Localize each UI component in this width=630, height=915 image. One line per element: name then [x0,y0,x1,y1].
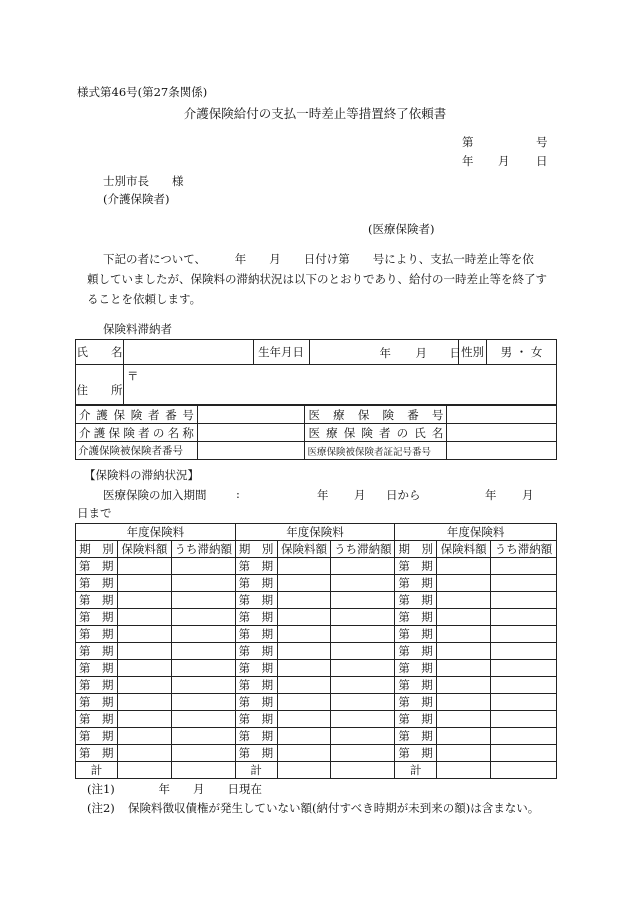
table-row [76,694,557,711]
amount-cell[interactable] [437,711,491,728]
amount-cell[interactable] [117,677,171,694]
total-amount-cell[interactable] [437,762,491,779]
period-row-label: 第 期 [235,660,277,677]
amount-cell[interactable] [117,745,171,762]
total-label: 計 [76,762,118,779]
period-row-label: 第 期 [76,575,118,592]
period-row-label: 第 期 [395,745,437,762]
overdue-cell[interactable] [491,643,557,660]
period-month2: 月 [522,488,534,502]
premium-table [75,523,557,779]
period-row-label: 第 期 [235,677,277,694]
overdue-cell[interactable] [331,626,395,643]
overdue-cell[interactable] [171,711,235,728]
overdue-cell[interactable] [171,694,235,711]
body-line-1: 下記の者について、 年 月 日付け第 号により、支払一時差止等を依 [103,252,534,266]
table-row [76,728,557,745]
period-row-label: 第 期 [76,592,118,609]
period-row-label: 第 期 [395,694,437,711]
table-row [76,677,557,694]
addressee-role: (介護保険者) [103,192,170,206]
overdue-cell[interactable] [491,558,557,575]
period-row-label: 第 期 [395,660,437,677]
overdue-cell[interactable] [331,745,395,762]
doc-number-suffix: 号 [536,135,548,149]
table-row [76,575,557,592]
amount-cell[interactable] [437,745,491,762]
amount-cell[interactable] [437,558,491,575]
amount-cell[interactable] [437,609,491,626]
period-row-label: 第 期 [395,626,437,643]
premium-group-header-2: 年度保険料 [235,524,395,541]
amount-cell[interactable] [117,694,171,711]
amount-cell[interactable] [117,711,171,728]
table-row [76,643,557,660]
amount-cell[interactable] [277,745,331,762]
table-row [76,660,557,677]
birth-day-label: 日 [449,346,462,360]
overdue-cell[interactable] [171,592,235,609]
amount-cell[interactable] [277,660,331,677]
form-number: 様式第46号(第27条関係) [77,85,208,99]
overdue-cell[interactable] [331,575,395,592]
overdue-cell[interactable] [491,711,557,728]
amount-cell[interactable] [277,609,331,626]
period-colon: : [236,487,240,501]
person-table [75,339,557,405]
amount-cell[interactable] [277,677,331,694]
period-row-label: 第 期 [235,694,277,711]
period-label: 医療保険の加入期間 [103,488,207,502]
addressee-name: 士別市長 様 [103,174,184,188]
overdue-cell[interactable] [171,575,235,592]
note-2-text: 保険料徴収債権が発生していない額(納付すべき時期が未到来の額)は含まない。 [128,801,540,815]
medical-insured-card-cell[interactable] [447,442,557,460]
sex-label: 性別 [459,340,487,365]
date-month-label: 月 [498,154,510,168]
period-row-label: 第 期 [76,711,118,728]
amount-cell[interactable] [437,643,491,660]
care-insured-number-cell[interactable] [197,442,305,460]
period-row-label: 第 期 [76,660,118,677]
premium-group-header-3: 年度保険料 [395,524,557,541]
total-row [76,762,557,779]
total-overdue-cell[interactable] [491,762,557,779]
period-row-label: 第 期 [235,728,277,745]
total-overdue-cell[interactable] [171,762,235,779]
overdue-cell[interactable] [171,626,235,643]
amount-cell[interactable] [277,728,331,745]
amount-cell[interactable] [437,626,491,643]
postal-mark: 〒 [126,369,139,383]
amount-cell[interactable] [117,643,171,660]
amount-cell[interactable] [277,711,331,728]
amount-cell[interactable] [117,558,171,575]
total-amount-cell[interactable] [277,762,331,779]
total-amount-cell[interactable] [117,762,171,779]
name-value-cell[interactable] [123,340,253,365]
overdue-cell[interactable] [331,677,395,694]
col-period-2: 期 別 [235,541,277,558]
period-row-label: 第 期 [76,643,118,660]
medical-insured-card-label: 医療保険被保険者証記号番号 [305,442,447,460]
birth-value-cell[interactable] [309,340,462,365]
period-row-label: 第 期 [235,592,277,609]
body-line-3: ることを依頼します。 [87,292,202,306]
period-row-label: 第 期 [395,592,437,609]
overdue-cell[interactable] [171,745,235,762]
amount-cell[interactable] [117,660,171,677]
period-row-label: 第 期 [235,745,277,762]
care-insured-number-label: 介護保険被保険者番号 [76,442,198,460]
amount-cell[interactable] [277,643,331,660]
amount-cell[interactable] [277,694,331,711]
col-period-1: 期 別 [76,541,118,558]
overdue-cell[interactable] [331,660,395,677]
amount-cell[interactable] [277,592,331,609]
period-row-label: 第 期 [235,558,277,575]
birth-label: 生年月日 [253,340,309,365]
col-amount-3: 保険料額 [437,541,491,558]
amount-cell[interactable] [437,728,491,745]
col-amount-2: 保険料額 [277,541,331,558]
table-row [76,558,557,575]
col-period-3: 期 別 [395,541,437,558]
amount-cell[interactable] [437,694,491,711]
overdue-cell[interactable] [491,592,557,609]
sex-options[interactable]: 男 ・ 女 [487,340,557,365]
overdue-cell[interactable] [491,626,557,643]
total-label: 計 [395,762,437,779]
birth-month-label: 月 [415,346,428,360]
overdue-cell[interactable] [171,677,235,694]
care-insurer-number-cell[interactable] [197,406,305,424]
overdue-cell[interactable] [171,643,235,660]
period-row-label: 第 期 [395,677,437,694]
overdue-cell[interactable] [331,609,395,626]
period-row-label: 第 期 [235,609,277,626]
period-until: 日まで [77,506,112,520]
period-month1: 月 [354,488,366,502]
col-overdue-1: うち滞納額 [171,541,235,558]
period-row-label: 第 期 [235,626,277,643]
overdue-cell[interactable] [331,643,395,660]
overdue-cell[interactable] [491,694,557,711]
overdue-cell[interactable] [171,728,235,745]
address-label: 住 所 [76,365,124,405]
amount-cell[interactable] [437,575,491,592]
date-year-label: 年 [462,154,474,168]
table-row [76,711,557,728]
overdue-cell[interactable] [171,609,235,626]
col-amount-1: 保険料額 [117,541,171,558]
total-overdue-cell[interactable] [331,762,395,779]
overdue-cell[interactable] [171,558,235,575]
note-1-text: 年 月 日現在 [124,782,262,796]
period-year2: 年 [485,488,497,502]
overdue-cell[interactable] [331,728,395,745]
period-row-label: 第 期 [395,728,437,745]
period-row-label: 第 期 [235,643,277,660]
amount-cell[interactable] [277,626,331,643]
note-1-label: (注1) [87,782,115,796]
address-value-cell[interactable] [123,365,556,405]
payer-section-title: 保険料滞納者 [103,322,172,336]
col-overdue-3: うち滞納額 [491,541,557,558]
overdue-cell[interactable] [491,660,557,677]
period-row-label: 第 期 [395,575,437,592]
amount-cell[interactable] [437,592,491,609]
table-row [76,626,557,643]
insurer-table [75,405,557,460]
birth-year-label: 年 [379,346,392,360]
note-2-label: (注2) [87,801,115,815]
amount-cell[interactable] [277,558,331,575]
overdue-cell[interactable] [331,711,395,728]
period-row-label: 第 期 [76,677,118,694]
period-row-label: 第 期 [76,609,118,626]
period-row-label: 第 期 [76,745,118,762]
period-row-label: 第 期 [395,711,437,728]
period-row-label: 第 期 [395,558,437,575]
amount-cell[interactable] [277,575,331,592]
premium-group-header-1: 年度保険料 [76,524,236,541]
medical-insurer-name-cell[interactable] [447,424,557,442]
overdue-cell[interactable] [491,609,557,626]
name-label: 氏 名 [76,340,124,365]
period-row-label: 第 期 [76,626,118,643]
period-row-label: 第 期 [235,711,277,728]
overdue-cell[interactable] [331,694,395,711]
overdue-cell[interactable] [171,660,235,677]
overdue-cell[interactable] [331,558,395,575]
doc-number-prefix: 第 [462,135,474,149]
medical-insurer-number-label: 医療保険番号 [305,406,447,424]
period-from: 日から [386,488,421,502]
document-title: 介護保険給付の支払一時差止等措置終了依頼書 [183,106,447,121]
total-label: 計 [235,762,277,779]
overdue-cell[interactable] [331,592,395,609]
status-title: 【保険料の滞納状況】 [84,468,199,482]
overdue-cell[interactable] [491,677,557,694]
amount-cell[interactable] [117,575,171,592]
amount-cell[interactable] [117,728,171,745]
overdue-cell[interactable] [491,728,557,745]
care-insurer-name-cell[interactable] [197,424,305,442]
period-row-label: 第 期 [235,575,277,592]
care-insurer-name-label: 介護保険者の名称 [76,424,198,442]
medical-insurer-number-cell[interactable] [447,406,557,424]
period-row-label: 第 期 [76,558,118,575]
overdue-cell[interactable] [491,745,557,762]
amount-cell[interactable] [437,677,491,694]
period-row-label: 第 期 [395,643,437,660]
table-row [76,745,557,762]
overdue-cell[interactable] [491,575,557,592]
amount-cell[interactable] [117,592,171,609]
table-row [76,592,557,609]
period-row-label: 第 期 [76,728,118,745]
table-row [76,609,557,626]
period-row-label: 第 期 [76,694,118,711]
body-line-2: 頼していましたが、保険料の滞納状況は以下のとおりであり、給付の一時差止等を終了す [87,272,547,286]
col-overdue-2: うち滞納額 [331,541,395,558]
amount-cell[interactable] [117,626,171,643]
sender-label: (医療保険者) [368,222,435,236]
period-year1: 年 [317,488,329,502]
period-row-label: 第 期 [395,609,437,626]
date-day-label: 日 [536,154,548,168]
amount-cell[interactable] [437,660,491,677]
care-insurer-number-label: 介護保険者番号 [76,406,198,424]
amount-cell[interactable] [117,609,171,626]
medical-insurer-name-label: 医療保険者の氏名 [305,424,447,442]
